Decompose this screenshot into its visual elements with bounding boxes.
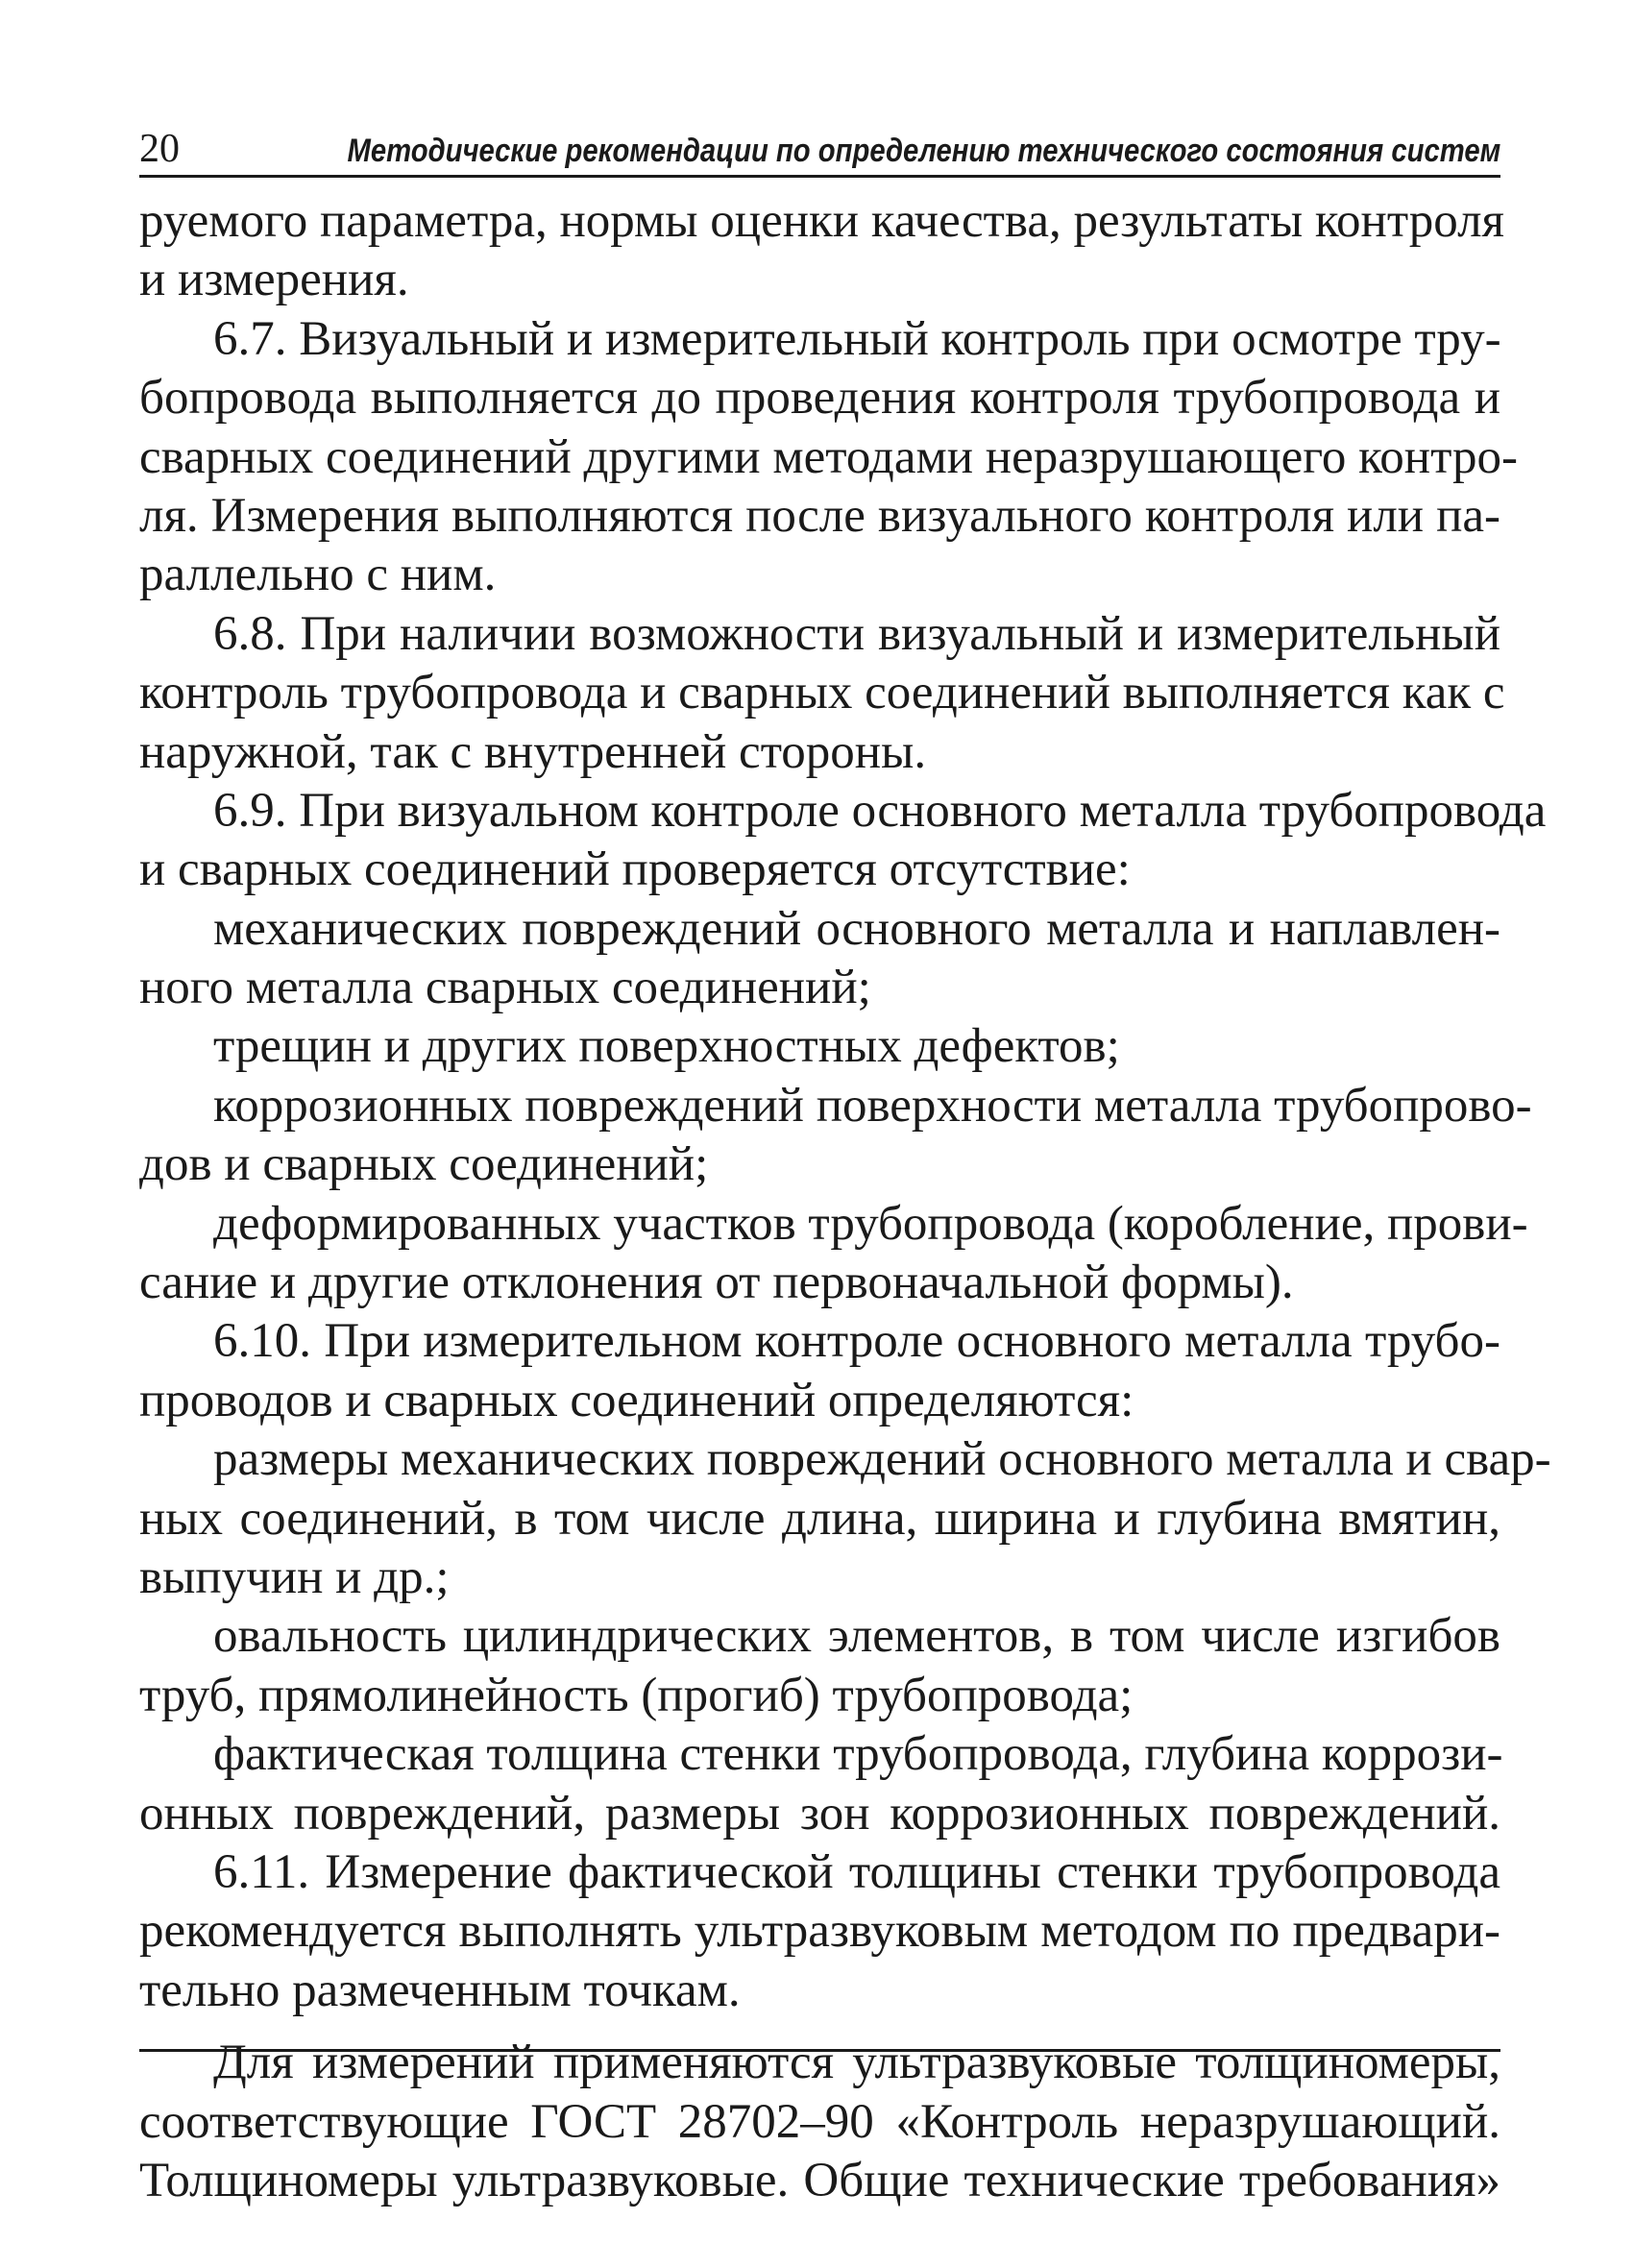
- list-item-line: размеры механических повреждений основного металла и свар-: [213, 1432, 1551, 1487]
- text-line: ного металла сварных соединений;: [139, 961, 871, 1015]
- list-item-line: фактическая толщина стенки трубопровода, глубина коррози-: [213, 1727, 1503, 1782]
- page-number: 20: [139, 127, 180, 171]
- footer-rule: [139, 2049, 1500, 2052]
- text-line: наружной, так с внутренней стороны.: [139, 724, 927, 779]
- body-text: [139, 192, 1551, 2210]
- list-item-line: трещин и других поверхностных дефектов;: [213, 1019, 1120, 1074]
- list-item-line: механических повреждений основного металла и наплавлен-: [213, 901, 1500, 956]
- text-line: рекомендуется выполнять ультразвуковым методом по предвари-: [139, 1904, 1500, 1959]
- text-line: раллельно с ним.: [139, 548, 497, 602]
- paragraph-line: Для измерений применяются ультразвуковые толщиномеры,: [213, 2036, 1500, 2090]
- text-line: Толщиномеры ультразвуковые. Общие технические требования»: [139, 2153, 1500, 2207]
- page-header: [139, 123, 1500, 178]
- paragraph-6-7-line: 6.7. Визуальный и измерительный контроль при осмотре тру-: [213, 311, 1501, 366]
- text-line: и сварных соединений проверяется отсутствие:: [139, 842, 1131, 897]
- text-line: соответствующие ГОСТ 28702–90 «Контроль неразрушающий.: [139, 2094, 1500, 2149]
- text-line: сание и другие отклонения от первоначальной формы).: [139, 1256, 1294, 1310]
- text-line: ных соединений, в том числе длина, ширина и глубина вмятин,: [139, 1491, 1500, 1546]
- running-title: Методические рекомендации по определению технического состояния систем: [347, 133, 1500, 169]
- text-line: ля. Измерения выполняются после визуального контроля или па-: [139, 488, 1500, 543]
- text-line: и измерения.: [139, 253, 409, 307]
- text-line: онных повреждений, размеры зон коррозионных повреждений.: [139, 1786, 1500, 1841]
- list-item-line: коррозионных повреждений поверхности металла трубопрово-: [213, 1078, 1532, 1133]
- paragraph-6-10-line: 6.10. При измерительном контроле основного металла трубо-: [213, 1314, 1500, 1369]
- text-line: проводов и сварных соединений определяются:: [139, 1373, 1134, 1427]
- text-line: труб, прямолинейность (прогиб) трубопровода;: [139, 1668, 1134, 1722]
- text-line: руемого параметра, нормы оценки качества, результаты контроля: [139, 194, 1504, 248]
- text-line: дов и сварных соединений;: [139, 1137, 709, 1192]
- text-line: сварных соединений другими методами неразрушающего контро-: [139, 429, 1518, 484]
- text-line: контроль трубопровода и сварных соединений выполняется как с: [139, 666, 1505, 720]
- paragraph-6-9-line: 6.9. При визуальном контроле основного металла трубопровода: [213, 783, 1547, 838]
- list-item-line: деформированных участков трубопровода (коробление, прови-: [213, 1196, 1528, 1251]
- text-line: бопровода выполняется до проведения контроля трубопровода и: [139, 371, 1500, 426]
- list-item-line: овальность цилиндрических элементов, в том числе изгибов: [213, 1609, 1500, 1664]
- paragraph-6-8-line: 6.8. При наличии возможности визуальный и измерительный: [213, 606, 1500, 661]
- text-line: выпучин и др.;: [139, 1549, 450, 1604]
- text-line: тельно размеченным точкам.: [139, 1963, 741, 2017]
- paragraph-6-11-line: 6.11. Измерение фактической толщины стенки трубопровода: [213, 1844, 1500, 1899]
